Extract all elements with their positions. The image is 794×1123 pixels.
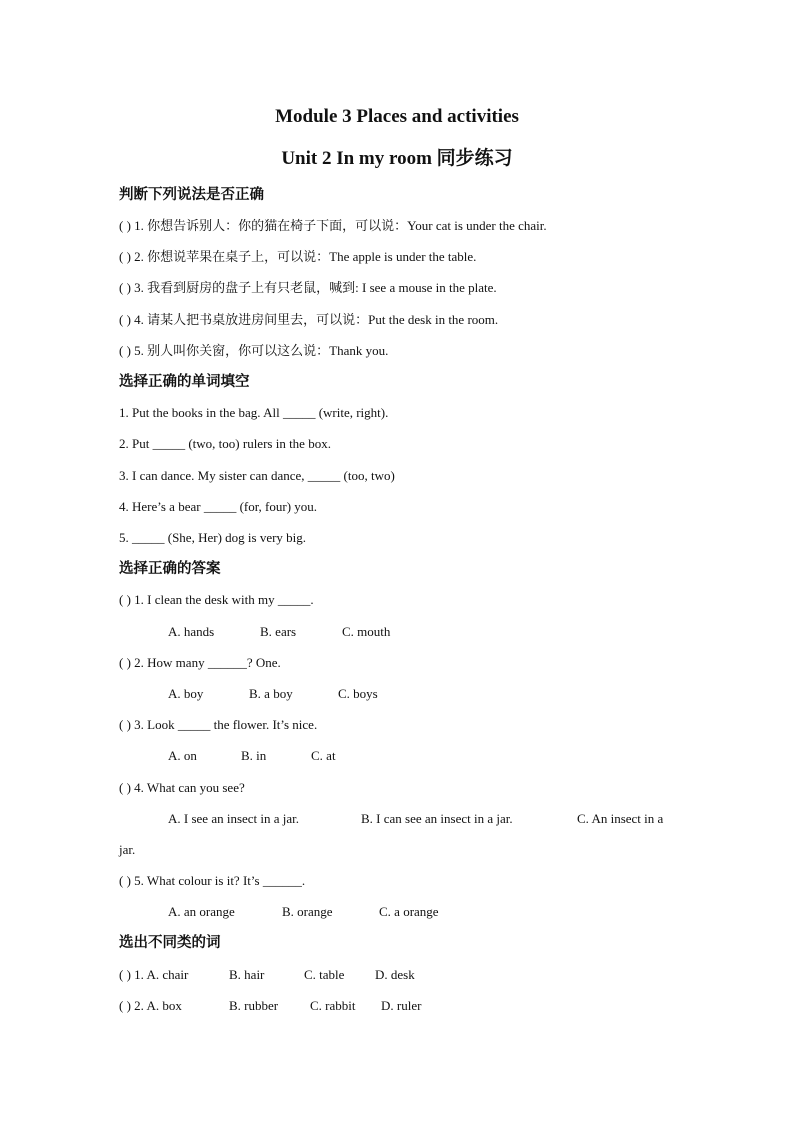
section-heading-odd-one-out: 选出不同类的词 [119, 935, 221, 951]
judge-item-5: ( ) 5. 别人叫你关窗，你可以这么说：Thank you. [119, 343, 389, 358]
fill-item-5: 5. _____ (She, Her) dog is very big. [119, 530, 307, 545]
option-c: C. An insect in a [577, 811, 664, 826]
option-b: B. rubber [229, 998, 279, 1013]
choice-question-1: ( ) 1. I clean the desk with my _____. [119, 592, 314, 607]
judge-item-1: ( ) 1. 你想告诉别人：你的猫在椅子下面，可以说：Your cat is under the chair. [119, 218, 547, 233]
option-c: C. mouth [342, 624, 391, 639]
odd-item-1 [0, 966, 794, 984]
choice-options-5 [0, 903, 794, 921]
option-b: B. I can see an insect in a jar. [361, 811, 513, 826]
odd-question: ( ) 2. A. box [119, 998, 182, 1013]
fill-item-1: 1. Put the books in the bag. All _____ (write, right). [119, 405, 389, 420]
odd-question: ( ) 1. A. chair [119, 967, 189, 982]
odd-item-2 [0, 997, 794, 1015]
fill-item-4: 4. Here’s a bear _____ (for, four) you. [119, 499, 318, 514]
option-a: A. boy [168, 686, 204, 701]
choice-question-4: ( ) 4. What can you see? [119, 780, 245, 795]
option-b: B. orange [282, 904, 333, 919]
section-heading-choice: 选择正确的答案 [119, 561, 221, 577]
choice-question-5: ( ) 5. What colour is it? It’s ______. [119, 873, 306, 888]
option-c: C. rabbit [310, 998, 356, 1013]
option-c: C. at [311, 748, 336, 763]
option-a: A. on [168, 748, 197, 763]
choice-question-3: ( ) 3. Look _____ the flower. It’s nice. [119, 717, 318, 732]
fill-item-3: 3. I can dance. My sister can dance, _____ (too, two) [119, 468, 395, 483]
option-b: B. a boy [249, 686, 293, 701]
choice-options-2 [0, 685, 794, 703]
option-a: A. hands [168, 624, 215, 639]
option-b: B. in [241, 748, 267, 763]
option-b: B. hair [229, 967, 265, 982]
choice-options-4 [0, 810, 794, 828]
choice-option-wrap: jar. [119, 842, 136, 857]
option-a: A. I see an insect in a jar. [168, 811, 300, 826]
option-c: C. boys [338, 686, 378, 701]
document-subtitle: Unit 2 In my room 同步练习 [281, 148, 513, 169]
choice-question-2: ( ) 2. How many ______? One. [119, 655, 281, 670]
section-heading-judge: 判断下列说法是否正确 [119, 187, 264, 203]
choice-options-3 [0, 747, 794, 765]
section-heading-fill: 选择正确的单词填空 [119, 374, 250, 390]
option-c: C. a orange [379, 904, 439, 919]
option-d: D. ruler [381, 998, 422, 1013]
judge-item-3: ( ) 3. 我看到厨房的盘子上有只老鼠，喊到: I see a mouse in the plate. [119, 280, 497, 295]
option-a: A. an orange [168, 904, 235, 919]
option-b: B. ears [260, 624, 297, 639]
judge-item-4: ( ) 4. 请某人把书桌放进房间里去，可以说：Put the desk in the room. [119, 312, 499, 327]
option-c: C. table [304, 967, 345, 982]
fill-item-2: 2. Put _____ (two, too) rulers in the box. [119, 436, 331, 451]
option-d: D. desk [375, 967, 415, 982]
judge-item-2: ( ) 2. 你想说苹果在桌子上，可以说：The apple is under the table. [119, 249, 477, 264]
document-title: Module 3 Places and activities [275, 106, 519, 127]
choice-options-1 [0, 623, 794, 641]
